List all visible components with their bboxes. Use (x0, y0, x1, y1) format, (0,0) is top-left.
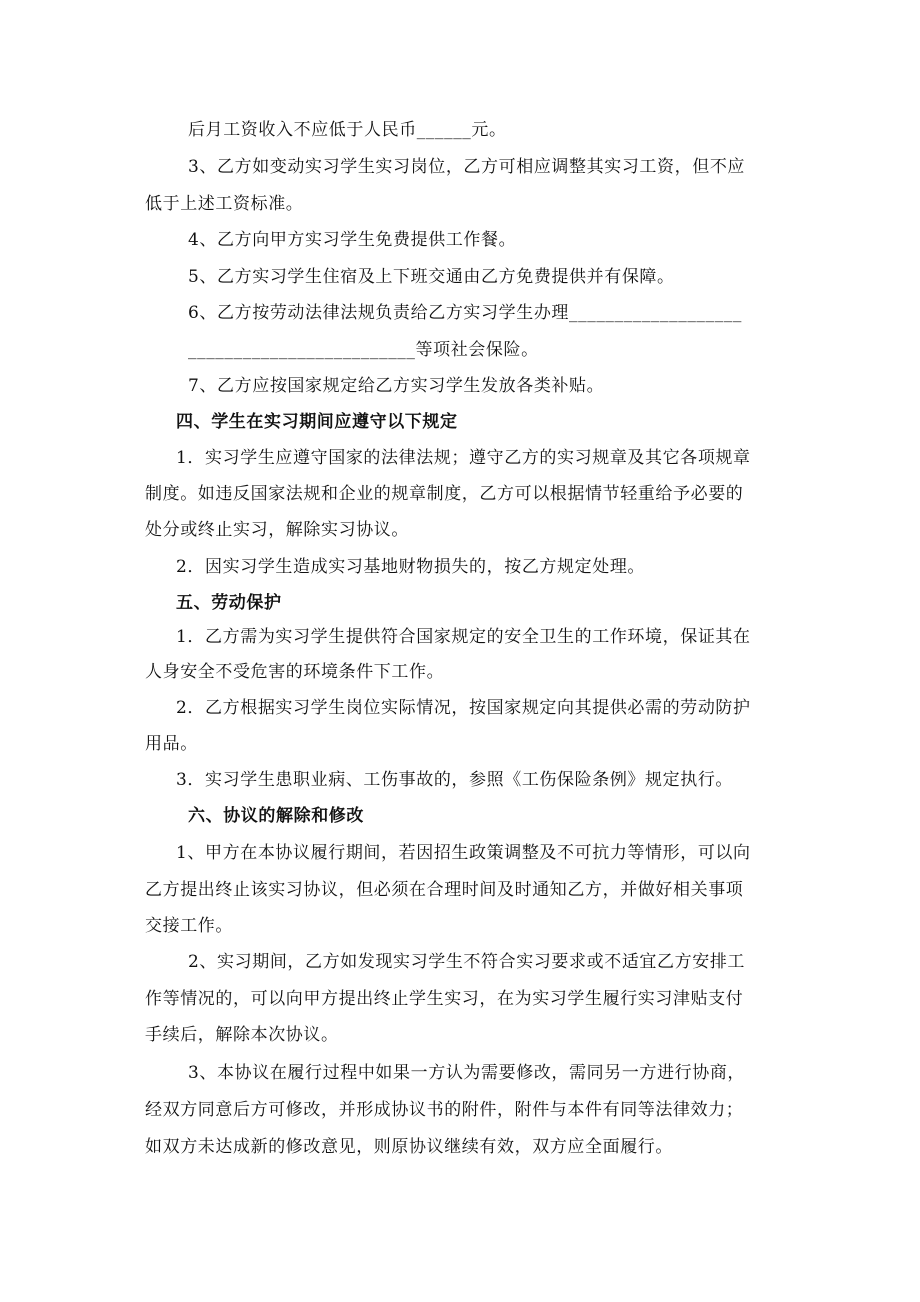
text-line: 乙方提出终止该实习协议，但必须在合理时间及时通知乙方，并做好相关事项 (145, 880, 744, 900)
text-line: 2、实习期间，乙方如发现实习学生不符合实习要求或不适宜乙方安排工 (188, 952, 746, 972)
text-line: 交接工作。 (145, 916, 233, 936)
text-line: 人身安全不受危害的环境条件下工作。 (145, 662, 445, 682)
text-line: 3、乙方如变动实习学生实习岗位，乙方可相应调整其实习工资，但不应 (188, 157, 746, 177)
text-line: 后月工资收入不应低于人民币______元。 (188, 120, 507, 140)
section-heading: 四、学生在实习期间应遵守以下规定 (176, 412, 458, 432)
section-heading: 六、协议的解除和修改 (188, 806, 364, 826)
section-heading: 五、劳动保护 (176, 593, 282, 613)
text-line: 1．实习学生应遵守国家的法律法规；遵守乙方的实习规章及其它各项规章 (176, 448, 751, 468)
text-line: 用品。 (145, 734, 198, 754)
text-line: 经双方同意后方可修改，并形成协议书的附件，附件与本件有同等法律效力； (145, 1100, 744, 1120)
text-line: 2．乙方根据实习学生岗位实际情况，按国家规定向其提供必需的劳动防护 (176, 698, 751, 718)
text-line: 1、甲方在本协议履行期间，若因招生政策调整及不可抗力等情形，可以向 (176, 843, 751, 863)
text-line: 低于上述工资标准。 (145, 194, 304, 214)
text-line: 3．实习学生患职业病、工伤事故的，参照《工伤保险条例》规定执行。 (176, 770, 734, 790)
text-line: 作等情况的，可以向甲方提出终止学生实习，在为实习学生履行实习津贴支付 (145, 989, 744, 1009)
text-line: 7、乙方应按国家规定给乙方实习学生发放各类补贴。 (188, 376, 605, 396)
text-line: 5、乙方实习学生住宿及上下班交通由乙方免费提供并有保障。 (188, 267, 675, 287)
text-line: _________________________等项社会保险。 (188, 340, 539, 360)
text-line: 4、乙方向甲方实习学生免费提供工作餐。 (188, 230, 517, 250)
text-line: 1．乙方需为实习学生提供符合国家规定的安全卫生的工作环境，保证其在 (176, 627, 751, 647)
text-line: 处分或终止实习，解除实习协议。 (145, 520, 409, 540)
text-line: 3、本协议在履行过程中如果一方认为需要修改，需同另一方进行协商， (188, 1063, 746, 1083)
text-line: 手续后，解除本次协议。 (145, 1025, 339, 1045)
text-line: 如双方未达成新的修改意见，则原协议继续有效，双方应全面履行。 (145, 1137, 673, 1157)
text-line: 制度。如违反国家法规和企业的规章制度，乙方可以根据情节轻重给予必要的 (145, 484, 744, 504)
text-line: 2．因实习学生造成实习基地财物损失的，按乙方规定处理。 (176, 557, 646, 577)
text-line: 6、乙方按劳动法律法规负责给乙方实习学生办理___________________ (188, 303, 742, 323)
